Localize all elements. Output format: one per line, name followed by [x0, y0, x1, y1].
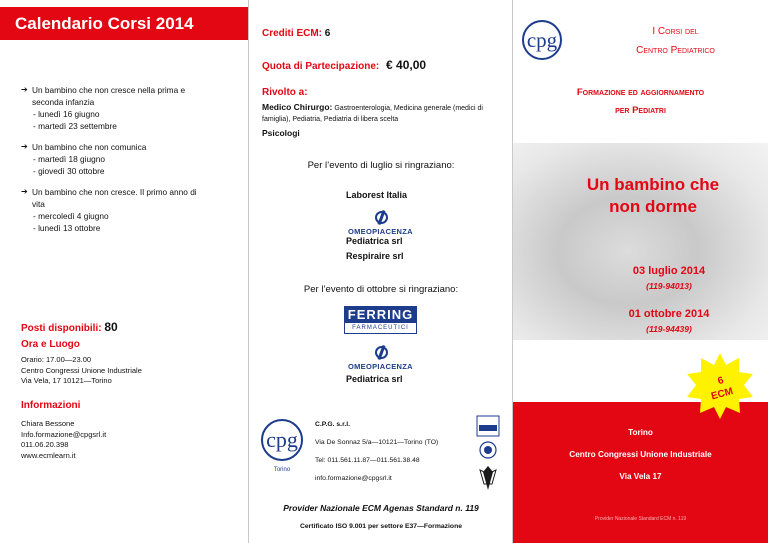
posti-label-text: Posti disponibili:: [21, 323, 102, 334]
event-title: [553, 174, 753, 218]
contact-name: Chiara Bessone: [21, 419, 75, 428]
ora-luogo-line: Orario: 17.00—23.00: [21, 355, 92, 364]
company-email[interactable]: info.formazione@cpgsrl.it: [315, 475, 392, 482]
psicologi: Psicologi: [262, 128, 300, 138]
luglio-thanks: Per l’evento di luglio si ringraziano:: [307, 160, 455, 171]
sponsor-pediatrica-ottobre: Pediatrica srl: [346, 374, 403, 384]
quota-label: Quota di Partecipazione:: [262, 61, 380, 72]
sponsor-laborest: Laborest Italia: [346, 190, 408, 200]
course-date: - martedì 18 giugno: [33, 154, 105, 164]
cpg-logo: [259, 416, 305, 474]
ottobre-thanks: Per l’evento di ottobre si ringraziano:: [303, 284, 459, 295]
ora-luogo-text: [21, 355, 142, 387]
cpg-logo-icon: [259, 416, 305, 474]
subtitle: [513, 84, 768, 120]
course-date: - giovedì 30 ottobre: [33, 166, 105, 176]
venue-street: Via Vela 17: [619, 472, 662, 481]
contact-phone: 011.06.20.398: [21, 440, 69, 449]
header-title: [583, 22, 768, 60]
company-address: Via De Sonnaz 5/a—10121—Torino (TO): [315, 439, 439, 446]
omeopiacenza-logo-text: OMEOPIACENZA: [348, 362, 413, 371]
venue-box: [513, 402, 768, 543]
code-1: (119-94013): [646, 281, 692, 291]
crediti-row: [262, 28, 330, 39]
calendar-title: Calendario Corsi 2014: [0, 7, 249, 40]
omeopiacenza-mark-icon: [375, 346, 388, 359]
cpg-logo-city: Torino: [273, 467, 291, 473]
course-item: [21, 141, 146, 177]
badge-number: 6: [716, 375, 725, 388]
omeopiacenza-mark-icon: [375, 211, 388, 224]
medico-label: Medico Chirurgo:: [262, 102, 333, 112]
provider-statement: Provider Nazionale ECM Agenas Standard n. 119: [283, 503, 479, 513]
cpg-logo-icon: [521, 14, 563, 66]
badge-text: ECM: [710, 386, 735, 403]
course-date: - martedì 23 settembre: [33, 121, 117, 131]
event-title-line: non dorme: [609, 197, 697, 216]
ora-luogo-line: Centro Congressi Unione Industriale: [21, 365, 142, 375]
iso-statement: Certificato ISO 9.001 per settore E37—Formazione: [299, 523, 463, 530]
contact-website[interactable]: www.ecmlearn.it: [21, 450, 76, 460]
info-contacts: [21, 419, 106, 461]
course-title-line: ➔ Un bambino che non cresce nella prima e: [32, 85, 186, 95]
ferring-logo-text: FERRING: [345, 307, 416, 323]
header-line: I Corsi del: [652, 26, 699, 37]
code-2: (119-94439): [646, 324, 692, 334]
course-item: [21, 186, 197, 234]
course-date: - mercoledì 4 giugno: [33, 211, 109, 221]
starburst-icon: [685, 351, 755, 421]
omeopiacenza-logo-text: OMEOPIACENZA: [348, 227, 413, 236]
ora-luogo-line: Via Vela, 17 10121—Torino: [21, 376, 112, 385]
course-title: [21, 141, 146, 153]
venue-name: Centro Congressi Unione Industriale: [569, 450, 712, 459]
company-phone: Tel: 011.561.11.87—011.561.38.48: [315, 457, 420, 464]
venue-footnote: Provider Nazionale Standard ECM n. 119: [594, 516, 687, 522]
posti-value: 80: [104, 320, 118, 334]
date-2: 01 ottobre 2014: [628, 308, 710, 320]
course-title-line: vita: [32, 199, 45, 209]
cpg-logo: [521, 14, 563, 66]
omeopiacenza-logo: [348, 344, 428, 371]
event-title-line: Un bambino che: [586, 175, 720, 194]
certiquality-icon: [480, 442, 496, 458]
company-name: C.P.G. s.r.l.: [315, 421, 351, 428]
ecm-badge: [685, 351, 755, 421]
informazioni-label: Informazioni: [21, 400, 81, 411]
middle-panel: [249, 0, 513, 543]
subtitle-line: Formazione ed aggiornamento: [576, 87, 705, 98]
crediti-value: 6: [324, 28, 331, 39]
crediti-label: Crediti ECM:: [262, 28, 322, 39]
course-date: - lunedì 16 giugno: [33, 109, 100, 119]
medico-row: [262, 102, 506, 125]
ora-luogo-label: Ora e Luogo: [21, 339, 80, 350]
medico-detail: Gastroenterologia, Medicina generale (medici di famiglia), Pediatria, Pediatria di libera scelta: [262, 105, 483, 123]
quota-row: [262, 58, 426, 72]
contact-email[interactable]: Info.formazione@cpgsrl.it: [21, 429, 107, 439]
quota-value: € 40,00: [386, 58, 427, 72]
course-title: [21, 84, 185, 108]
date-1: 03 luglio 2014: [632, 265, 706, 277]
right-panel: [513, 0, 768, 543]
left-panel: [0, 0, 249, 543]
course-title-line: seconda infanzia: [32, 97, 95, 107]
venue-text: [513, 422, 768, 488]
confindustria-icon: [480, 466, 496, 490]
course-title-line: ➔ Un bambino che non comunica: [32, 142, 147, 152]
omeopiacenza-logo: [348, 209, 428, 236]
ferring-logo-subtext: FARMACEUTICI: [352, 325, 409, 331]
certification-logos: [475, 414, 501, 492]
venue-city: Torino: [628, 428, 653, 437]
course-title-line: ➔ Un bambino che non cresce. Il primo anno di: [32, 187, 197, 197]
sponsor-respiraire: Respiraire srl: [346, 251, 404, 261]
course-item: [21, 84, 185, 132]
course-title: [21, 186, 197, 210]
posti-label: [21, 320, 118, 334]
cpg-logo-letters: cpg: [526, 28, 558, 52]
subtitle-line: per Pediatri: [615, 105, 666, 116]
header-line: Centro Pediatrico: [636, 45, 715, 56]
sponsor-pediatrica: Pediatrica srl: [346, 236, 403, 246]
course-date: - lunedì 13 ottobre: [33, 223, 101, 233]
accredia-icon: [477, 416, 499, 436]
ferring-logo: [344, 306, 417, 334]
rivolto-label: Rivolto a:: [262, 87, 308, 98]
company-info: [315, 420, 438, 483]
cpg-logo-letters: cpg: [266, 427, 298, 452]
